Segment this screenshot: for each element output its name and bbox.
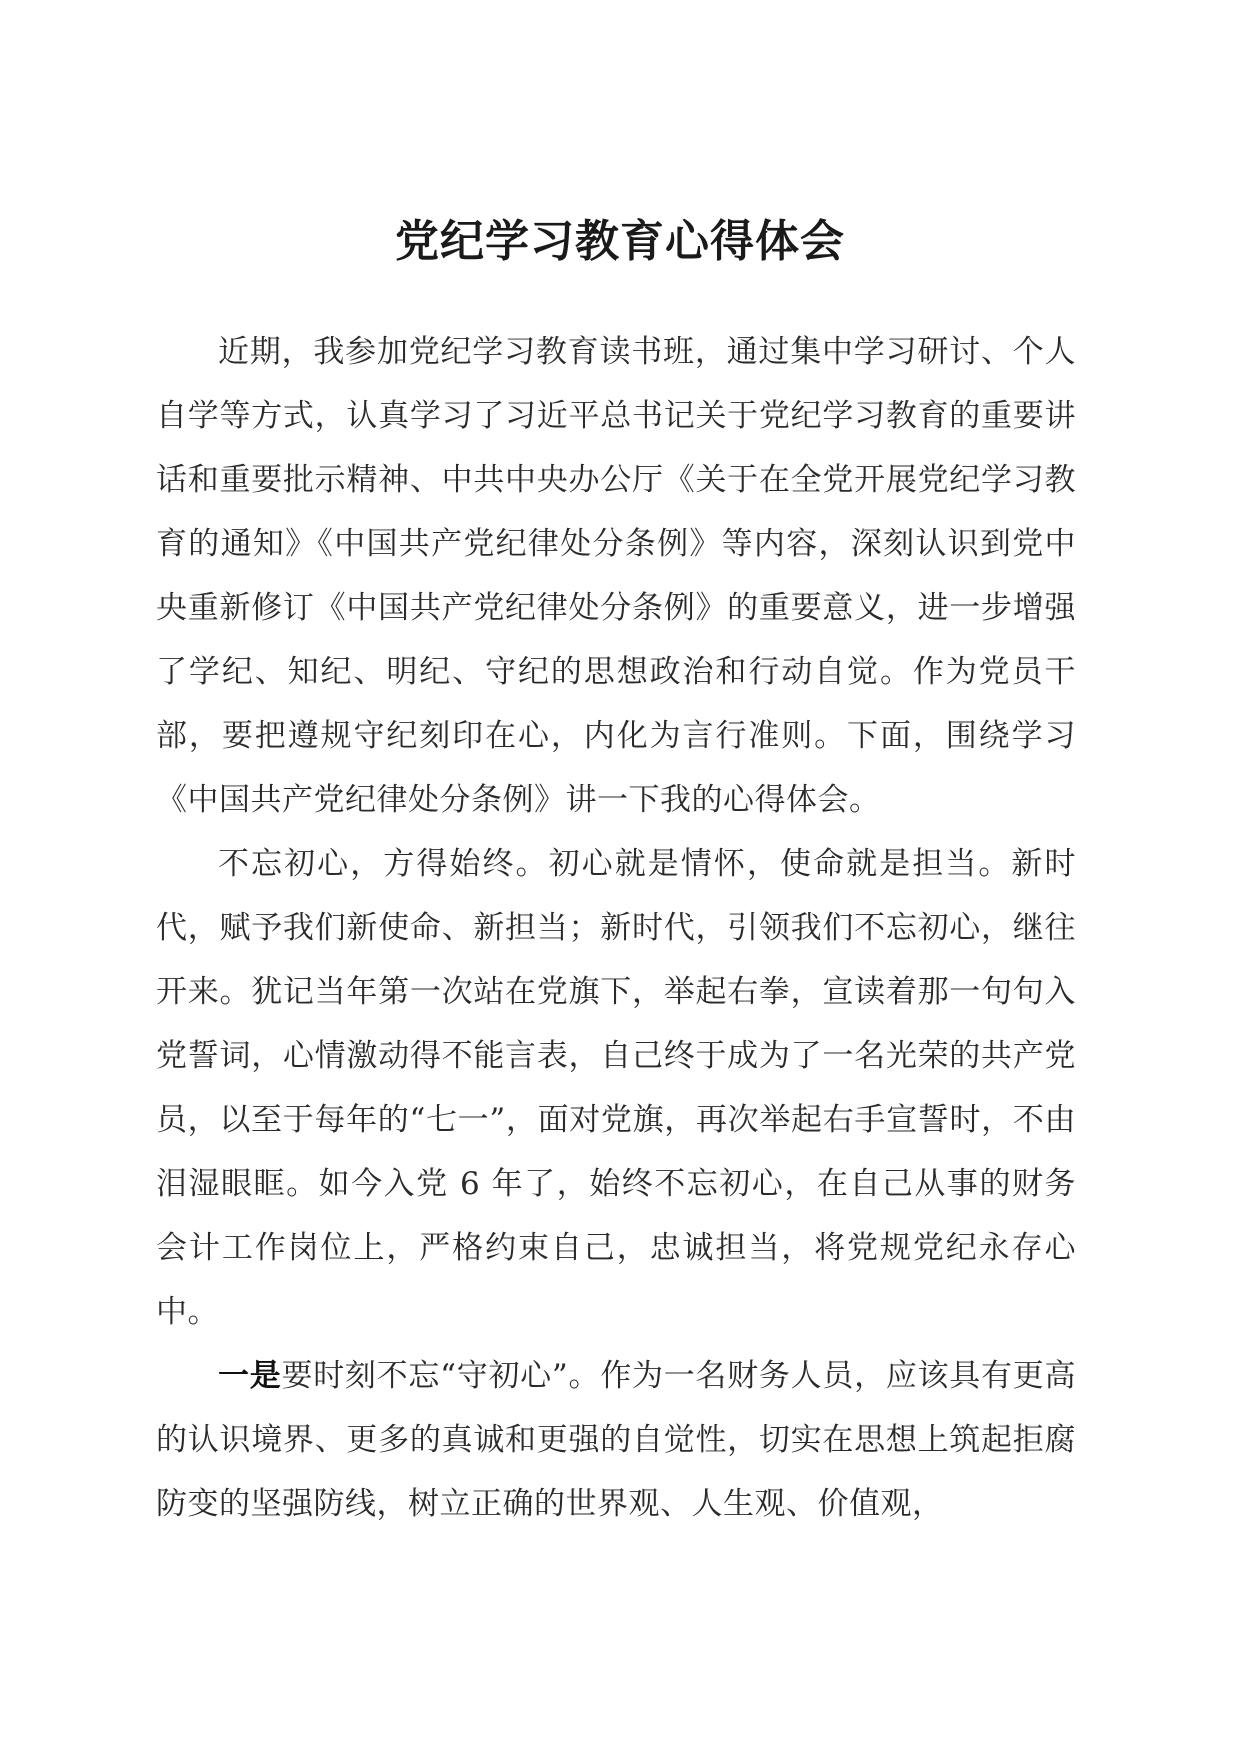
paragraph-text: 不忘初心，方得始终。初心就是情怀，使命就是担当。新时代，赋予我们新使命、新担当；新时代，引领我们不忘初心，继往开来。犹记当年第一次站在党旗下，举起右拳，宣读着那一句句入党誓词，心情激动得不能言表，自己终于成为了一名光荣的共产党员，以至于每年的“七一”，面对党旗，再次举起右手宣誓时，不由泪湿眼眶。如今入党 6 年了，始终不忘初心，在自己从事的财务会计工作岗位上，严格约束自己，忠诚担当，将党规党纪永存心中。 (156, 846, 1076, 1330)
paragraph-lead-bold: 一是 (218, 1358, 282, 1394)
paragraph-point-one (156, 1344, 1076, 1536)
document-title: 党纪学习教育心得体会 (395, 216, 845, 267)
paragraph-text: 要时刻不忘“守初心”。作为一名财务人员，应该具有更高的认识境界、更多的真诚和更强的自觉性，切实在思想上筑起拒腐防变的坚强防线，树立正确的世界观、人生观、价值观， (156, 1358, 1076, 1522)
paragraph-intro (156, 320, 1076, 832)
paragraph-text: 近期，我参加党纪学习教育读书班，通过集中学习研讨、个人自学等方式，认真学习了习近平总书记关于党纪学习教育的重要讲话和重要批示精神、中共中央办公厅《关于在全党开展党纪学习教育的通知》《中国共产党纪律处分条例》等内容，深刻认识到党中央重新修订《中国共产党纪律处分条例》的重要意义，进一步增强了学纪、知纪、明纪、守纪的思想政治和行动自觉。作为党员干部，要把遵规守纪刻印在心，内化为言行准则。下面，围绕学习《中国共产党纪律处分条例》讲一下我的心得体会。 (156, 334, 1076, 818)
document-body (156, 320, 1076, 1536)
paragraph-original-aspiration (156, 832, 1076, 1344)
